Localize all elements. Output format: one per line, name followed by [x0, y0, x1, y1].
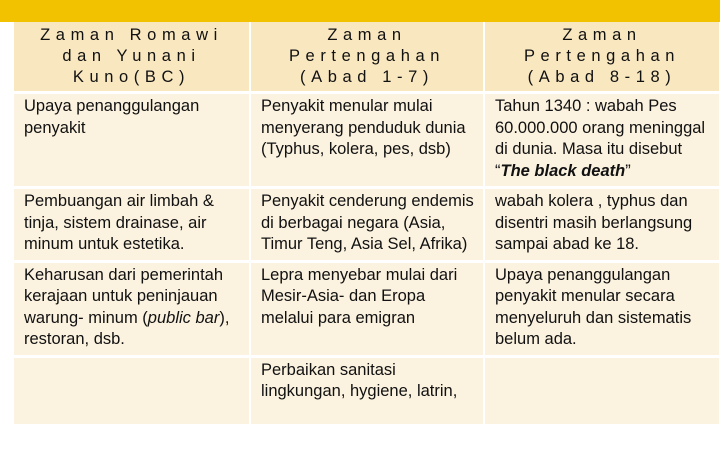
header-row: [14, 22, 720, 93]
header-col2-line3: (Abad 1-7): [300, 68, 434, 86]
top-accent-bar: [0, 0, 720, 22]
header-col1-line2: dan Yunani: [62, 47, 201, 65]
header-col3-line3: (Abad 8-18): [527, 68, 677, 86]
cell-row1-col1: Upaya penanggulangan penyakit: [14, 93, 250, 188]
header-col1-line3: Kuno(BC): [72, 68, 191, 86]
table-row: [14, 93, 720, 188]
header-col1: [14, 22, 250, 93]
public-bar-emphasis: public bar: [147, 308, 220, 327]
cell-row1-col3: [484, 93, 720, 188]
history-table: [14, 22, 720, 424]
cell-row2-col2: Penyakit cenderung endemis di berbagai negara (Asia, Timur Teng, Asia Sel, Afrika): [250, 188, 484, 262]
black-death-emphasis: The black death: [500, 161, 626, 180]
cell-row3-col1: [14, 261, 250, 356]
header-col2-line1: Zaman: [327, 26, 407, 44]
cell-row3-col3: Upaya penanggulangan penyakit menular secara menyeluruh dan sistematis belum ada.: [484, 261, 720, 356]
cell-row1-col2: Penyakit menular mulai menyerang penduduk dunia (Typhus, kolera, pes, dsb): [250, 93, 484, 188]
table-row: [14, 188, 720, 262]
header-col3-line2: Pertengahan: [523, 47, 681, 65]
header-col2: [250, 22, 484, 93]
cell-row4-col3: [484, 356, 720, 424]
header-col2-line2: Pertengahan: [288, 47, 446, 65]
cell-row2-col1: Pembuangan air limbah & tinja, sistem drainase, air minum untuk estetika.: [14, 188, 250, 262]
cell-row3-col2: Lepra menyebar mulai dari Mesir-Asia- dan Eropa melalui para emigran: [250, 261, 484, 356]
cell-text: Tahun 1340 : wabah Pes 60.000.000 orang meninggal di dunia. Masa itu disebut “: [495, 97, 706, 180]
header-col3-line1: Zaman: [562, 26, 642, 44]
cell-text: ”: [625, 161, 631, 180]
left-margin: [0, 22, 14, 450]
table-row: [14, 356, 720, 424]
cell-row4-col2: Perbaikan sanitasi lingkungan, hygiene, latrin,: [250, 356, 484, 424]
cell-text: Keharusan dari pemerintah kerajaan untuk peninjauan warung- minum (: [24, 265, 224, 327]
cell-text: ), restoran, dsb.: [24, 308, 230, 348]
header-col3: [484, 22, 720, 93]
cell-row2-col3: wabah kolera , typhus dan disentri masih berlangsung sampai abad ke 18.: [484, 188, 720, 262]
cell-row4-col1: [14, 356, 250, 424]
header-col1-line1: Zaman Romawi: [40, 26, 223, 44]
table-row: [14, 261, 720, 356]
